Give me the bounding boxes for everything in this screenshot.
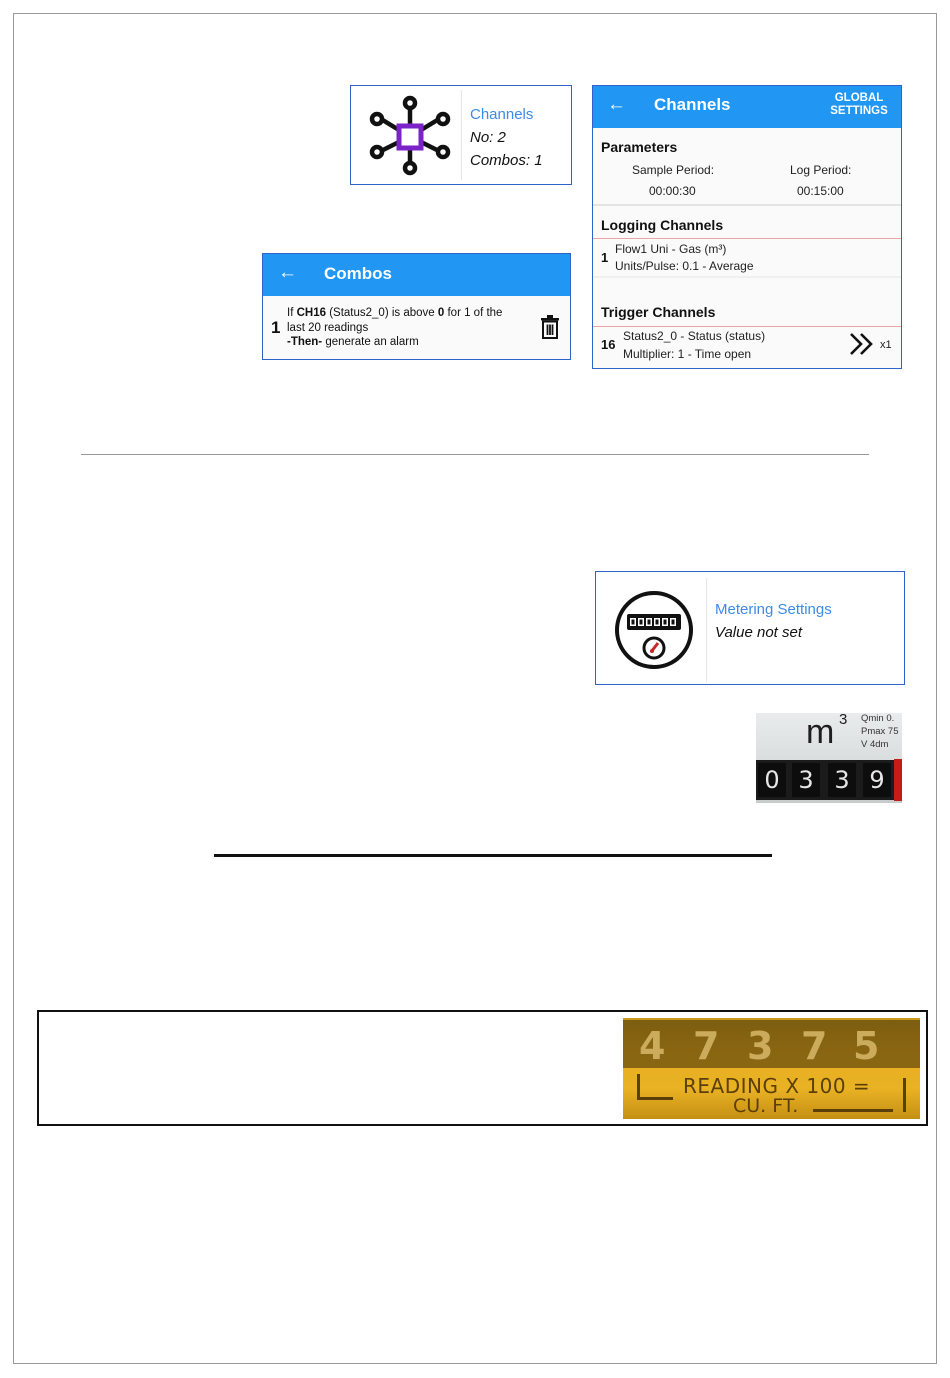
combos-screen-title: Combos <box>324 264 392 283</box>
double-chevron-right-icon[interactable] <box>849 332 875 356</box>
trigger-channels-heading: Trigger Channels <box>601 304 716 320</box>
meter-digit: 0 <box>758 763 786 797</box>
multiplier-badge: x1 <box>880 339 892 351</box>
reading-digit: 5 <box>853 1024 880 1068</box>
divider <box>593 204 901 206</box>
reading-digit: 7 <box>693 1024 720 1068</box>
section-rule <box>214 854 772 857</box>
combos-app-bar <box>263 254 570 296</box>
log-period-value[interactable]: 00:15:00 <box>797 184 844 198</box>
meter-photo-m3 <box>756 713 902 803</box>
channel-number: 16 <box>601 337 616 352</box>
reading-digit: 3 <box>747 1024 774 1068</box>
section-divider <box>81 454 869 455</box>
channel-line2: Units/Pulse: 0.1 - Average <box>615 259 754 273</box>
meter-red-marker <box>894 759 902 801</box>
channels-app-bar <box>593 86 901 128</box>
reading-bracket <box>637 1097 673 1100</box>
channel-line1: Flow1 Uni - Gas (m³) <box>615 242 727 256</box>
meter-spec-line: Qmin 0. <box>861 713 895 724</box>
channels-card[interactable] <box>350 85 572 185</box>
meter-spec-line: V 4dm <box>861 739 889 750</box>
reading-bracket <box>637 1074 640 1098</box>
sample-period-label: Sample Period: <box>632 163 715 177</box>
channel-line1: Status2_0 - Status (status) <box>623 329 766 343</box>
combo-action: generate an alarm <box>322 336 419 348</box>
logging-channels-heading: Logging Channels <box>601 217 724 233</box>
channel-number: 1 <box>601 250 609 265</box>
gas-meter-icon <box>602 578 707 682</box>
combos-count: Combos: 1 <box>470 152 543 169</box>
metering-settings-value: Value not set <box>715 624 803 641</box>
combo-description <box>287 306 502 350</box>
metering-settings-card[interactable] <box>595 571 905 685</box>
combo-channel: CH16 <box>296 307 326 319</box>
combo-then: -Then- <box>287 336 323 348</box>
log-period-label: Log Period: <box>790 163 852 177</box>
sample-period-value[interactable]: 00:00:30 <box>649 184 696 198</box>
combos-screen <box>262 253 571 360</box>
combo-threshold: 0 <box>437 307 445 319</box>
meter-digit: 3 <box>828 763 856 797</box>
combo-text: (Status2_0) is above <box>326 307 438 319</box>
reading-digit: 7 <box>801 1024 828 1068</box>
back-arrow-icon[interactable]: ← <box>278 262 297 283</box>
global-settings-line1: GLOBAL <box>834 92 884 104</box>
reading-unit-label: CU. FT. <box>733 1095 799 1117</box>
divider <box>593 238 901 239</box>
channels-count: No: 2 <box>470 129 506 146</box>
combo-number: 1 <box>271 318 281 337</box>
channels-card-title: Channels <box>470 106 534 123</box>
divider <box>593 276 901 278</box>
meter-unit: m <box>806 713 835 751</box>
combo-text: for 1 of the <box>444 307 503 319</box>
reading-digit: 4 <box>639 1024 666 1068</box>
combo-line1 <box>287 306 502 321</box>
global-settings-button[interactable] <box>824 92 894 118</box>
combo-line2: last 20 readings <box>287 321 369 334</box>
meter-digit: 3 <box>792 763 820 797</box>
reading-bracket <box>813 1109 893 1112</box>
reading-bracket <box>903 1078 906 1112</box>
reading-multiplier-label: READING X 100 = <box>683 1074 871 1098</box>
global-settings-line2: SETTINGS <box>830 105 888 117</box>
back-arrow-icon[interactable]: ← <box>607 94 626 115</box>
meter-unit-sup: 3 <box>839 713 848 728</box>
meter-digit: 9 <box>863 763 891 797</box>
channels-screen <box>592 85 902 369</box>
combo-text: If <box>287 307 297 319</box>
divider <box>593 326 901 327</box>
channels-screen-title: Channels <box>654 95 731 114</box>
meter-spec-line: Pmax 75 <box>861 726 899 737</box>
meter-photo-reading <box>623 1018 920 1119</box>
combo-line3 <box>287 335 502 350</box>
trash-icon[interactable] <box>540 315 560 339</box>
channels-hub-icon <box>359 90 462 180</box>
channel-line2: Multiplier: 1 - Time open <box>623 347 752 361</box>
metering-settings-title: Metering Settings <box>715 601 832 618</box>
parameters-heading: Parameters <box>601 139 678 155</box>
